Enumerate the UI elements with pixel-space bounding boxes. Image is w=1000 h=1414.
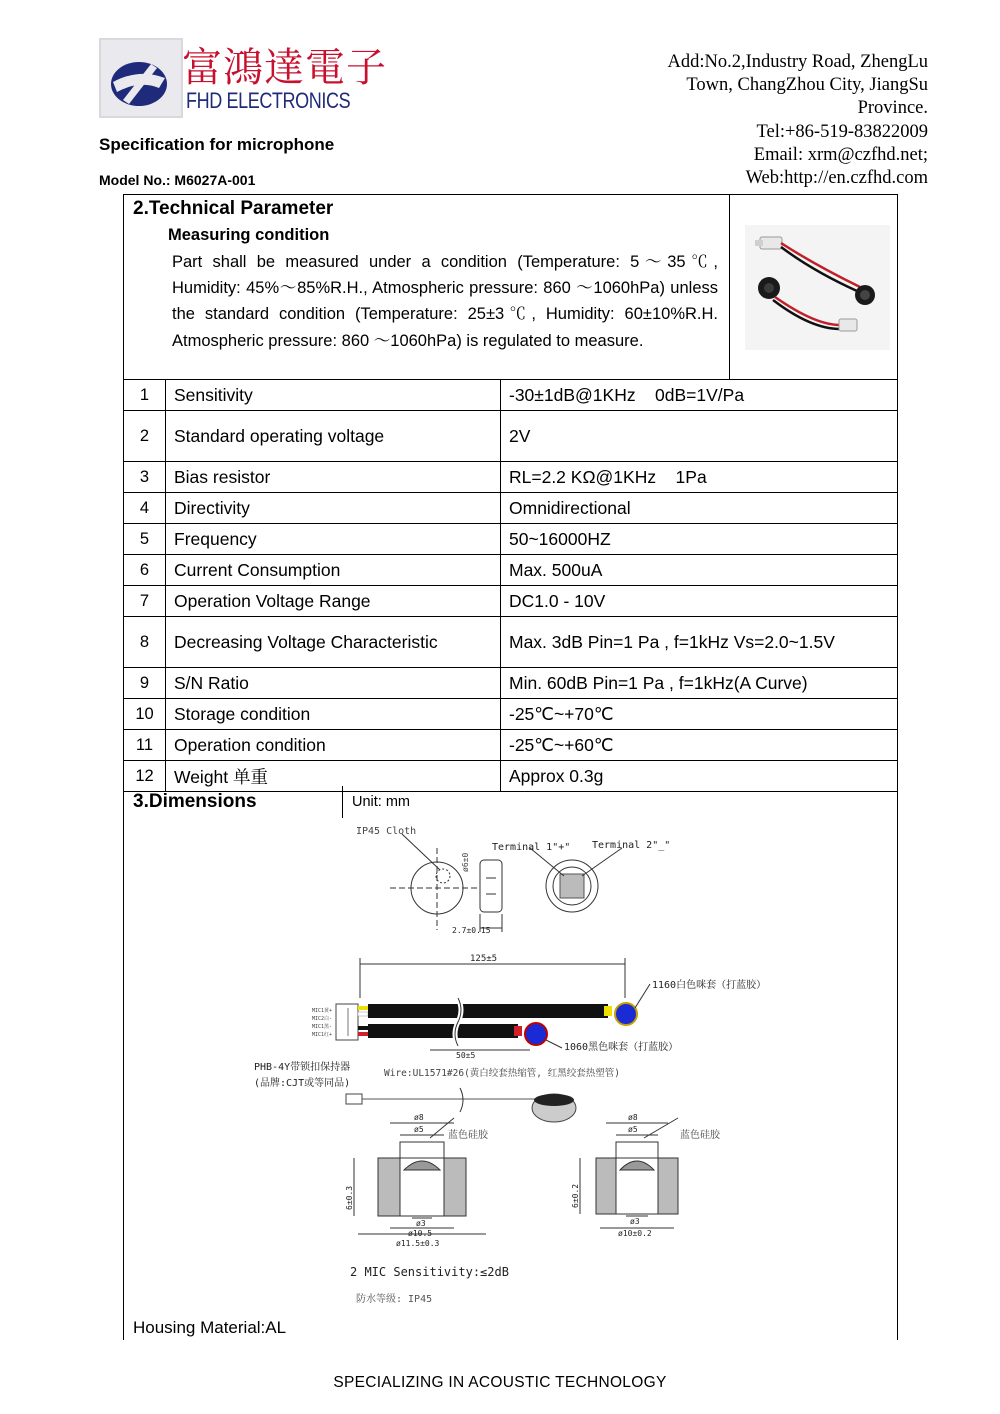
label-d5-b: ø5 bbox=[628, 1125, 638, 1134]
label-d10-5: ø10.5 bbox=[408, 1229, 433, 1238]
table-row bbox=[124, 524, 898, 555]
label-mic-sensitivity: 2 MIC Sensitivity:≤2dB bbox=[350, 1265, 509, 1279]
table-row bbox=[124, 380, 898, 411]
email-link[interactable]: Email: xrm@czfhd.net; bbox=[753, 144, 928, 165]
label-connector: PHB-4Y带锁扣保持器 bbox=[254, 1062, 351, 1073]
measuring-condition-text: Part shall be measured under a condition (Temperature: 5～35℃, Humidity: 45%～85%R.H., Atmospheric pressure: 860 ～1060hPa) unless the standard condition (Temperature: 25±3℃, Humidity: 60±10%R.H. Atmospheric pressure: 860 ～1060hPa) is regulated to measure. bbox=[172, 253, 718, 350]
param-name: Storage condition bbox=[166, 699, 501, 730]
telephone: Tel:+86-519-83822009 bbox=[756, 121, 928, 142]
table-row bbox=[124, 730, 898, 761]
company-address bbox=[608, 51, 928, 190]
param-name: Bias resistor bbox=[166, 462, 501, 493]
cable-short bbox=[368, 1024, 518, 1038]
param-name: Decreasing Voltage Characteristic bbox=[166, 617, 501, 668]
label-black-cap: 1060黑色咪套（打蓝胶） bbox=[564, 1042, 679, 1053]
document-title: Specification for microphone bbox=[99, 135, 335, 154]
table-row bbox=[124, 699, 898, 730]
param-name: S/N Ratio bbox=[166, 668, 501, 699]
table-row bbox=[124, 668, 898, 699]
label-terminal-negative: Terminal 2"_" bbox=[592, 840, 671, 851]
parameter-table bbox=[123, 379, 898, 792]
param-value: Omnidirectional bbox=[501, 493, 898, 524]
white-mic-cap bbox=[615, 1003, 637, 1025]
measuring-condition-title: Measuring condition bbox=[168, 226, 330, 244]
unit-label: Unit: mm bbox=[352, 794, 410, 810]
label-connector-brand: (品牌:CJT或等同品) bbox=[254, 1078, 351, 1089]
logo-english-name: FHD ELECTRONICS bbox=[186, 88, 351, 113]
label-terminal-positive: Terminal 1"+" bbox=[492, 842, 571, 853]
param-name: Standard operating voltage bbox=[166, 411, 501, 462]
param-name: Frequency bbox=[166, 524, 501, 555]
product-photo bbox=[745, 225, 890, 350]
label-d3-b: ø3 bbox=[630, 1217, 640, 1226]
row-number: 8 bbox=[124, 617, 166, 668]
param-value: Max. 3dB Pin=1 Pa , f=1kHz Vs=2.0~1.5V bbox=[501, 617, 898, 668]
cable-long bbox=[368, 1004, 608, 1018]
model-number: Model No.: M6027A-001 bbox=[99, 172, 256, 188]
address-line: Province. bbox=[857, 98, 928, 119]
row-number: 9 bbox=[124, 668, 166, 699]
row-number: 2 bbox=[124, 411, 166, 462]
row-number: 11 bbox=[124, 730, 166, 761]
label-height-a: 6±0.3 bbox=[345, 1185, 354, 1210]
photo-cell-divider bbox=[729, 195, 730, 380]
param-value: Min. 60dB Pin=1 Pa , f=1kHz(A Curve) bbox=[501, 668, 898, 699]
row-number: 4 bbox=[124, 493, 166, 524]
param-name: Operation condition bbox=[166, 730, 501, 761]
param-value: 50~16000HZ bbox=[501, 524, 898, 555]
row-number: 10 bbox=[124, 699, 166, 730]
param-name: Weight 单重 bbox=[166, 761, 501, 792]
logo-chinese-name: 富鴻達電子 bbox=[182, 45, 387, 91]
dimensions-divider bbox=[342, 786, 343, 818]
param-name: Sensitivity bbox=[166, 380, 501, 411]
param-value: DC1.0 - 10V bbox=[501, 586, 898, 617]
row-number: 7 bbox=[124, 586, 166, 617]
param-value: Approx 0.3g bbox=[501, 761, 898, 792]
table-row bbox=[124, 617, 898, 668]
connector-housing bbox=[336, 1004, 358, 1040]
label-white-cap: 1160白色咪套（打蓝胶） bbox=[652, 980, 767, 991]
label-diameter-6: ø6±0 bbox=[461, 852, 470, 872]
table-row bbox=[124, 586, 898, 617]
row-number: 6 bbox=[124, 555, 166, 586]
label-pin3: MIC1黑- bbox=[312, 1024, 333, 1030]
row-number: 3 bbox=[124, 462, 166, 493]
row-number: 5 bbox=[124, 524, 166, 555]
label-wire: Wire:UL1571#26(黄白绞套热缩管, 红黑绞套热塑管) bbox=[384, 1068, 620, 1079]
table-row bbox=[124, 411, 898, 462]
address-line: Town, ChangZhou City, JiangSu bbox=[686, 75, 928, 96]
param-value: -25℃~+60℃ bbox=[501, 730, 898, 761]
table-row bbox=[124, 761, 898, 792]
label-length-50: 50±5 bbox=[456, 1051, 476, 1060]
label-d8-a: ø8 bbox=[414, 1113, 424, 1122]
label-d10: ø10±0.2 bbox=[618, 1229, 652, 1238]
label-waterproof: 防水等级: IP45 bbox=[356, 1294, 433, 1305]
web-link[interactable]: Web:http://en.czfhd.com bbox=[745, 168, 928, 189]
label-length-125: 125±5 bbox=[470, 954, 498, 964]
label-blue-glue-2: 蓝色硅胶 bbox=[680, 1130, 720, 1141]
label-d3-a: ø3 bbox=[416, 1219, 426, 1228]
param-name: Operation Voltage Range bbox=[166, 586, 501, 617]
table-row bbox=[124, 555, 898, 586]
label-thickness: 2.7±0.15 bbox=[452, 926, 491, 935]
dimension-drawing bbox=[230, 818, 790, 1318]
page-footer: SPECIALIZING IN ACOUSTIC TECHNOLOGY bbox=[333, 1374, 667, 1391]
label-pin4: MIC1红+ bbox=[312, 1032, 333, 1038]
label-d11-5: ø11.5±0.3 bbox=[396, 1239, 440, 1248]
label-blue-glue-1: 蓝色硅胶 bbox=[448, 1130, 488, 1141]
label-pin1: MIC1黄+ bbox=[312, 1008, 333, 1014]
table-row bbox=[124, 462, 898, 493]
label-d5-a: ø5 bbox=[414, 1125, 424, 1134]
black-mic-cap bbox=[525, 1023, 547, 1045]
param-value: -30±1dB@1KHz 0dB=1V/Pa bbox=[501, 380, 898, 411]
label-pin2: MIC2白- bbox=[312, 1016, 333, 1022]
mic-side-view bbox=[480, 860, 502, 912]
section-title-dimensions: 3.Dimensions bbox=[133, 791, 257, 812]
row-number: 12 bbox=[124, 761, 166, 792]
param-value: 2V bbox=[501, 411, 898, 462]
address-line: Add:No.2,Industry Road, ZhengLu bbox=[667, 52, 928, 72]
param-name: Directivity bbox=[166, 493, 501, 524]
label-height-b: 6±0.2 bbox=[571, 1183, 580, 1208]
section-title-technical-parameter: 2.Technical Parameter bbox=[133, 198, 334, 219]
label-ip45-cloth: IP45 Cloth bbox=[356, 826, 417, 837]
housing-material: Housing Material:AL bbox=[133, 1318, 287, 1337]
param-value: -25℃~+70℃ bbox=[501, 699, 898, 730]
table-row bbox=[124, 493, 898, 524]
row-number: 1 bbox=[124, 380, 166, 411]
param-value: Max. 500uA bbox=[501, 555, 898, 586]
param-value: RL=2.2 KΩ@1KHz 1Pa bbox=[501, 462, 898, 493]
label-d8-b: ø8 bbox=[628, 1113, 638, 1122]
param-name: Current Consumption bbox=[166, 555, 501, 586]
